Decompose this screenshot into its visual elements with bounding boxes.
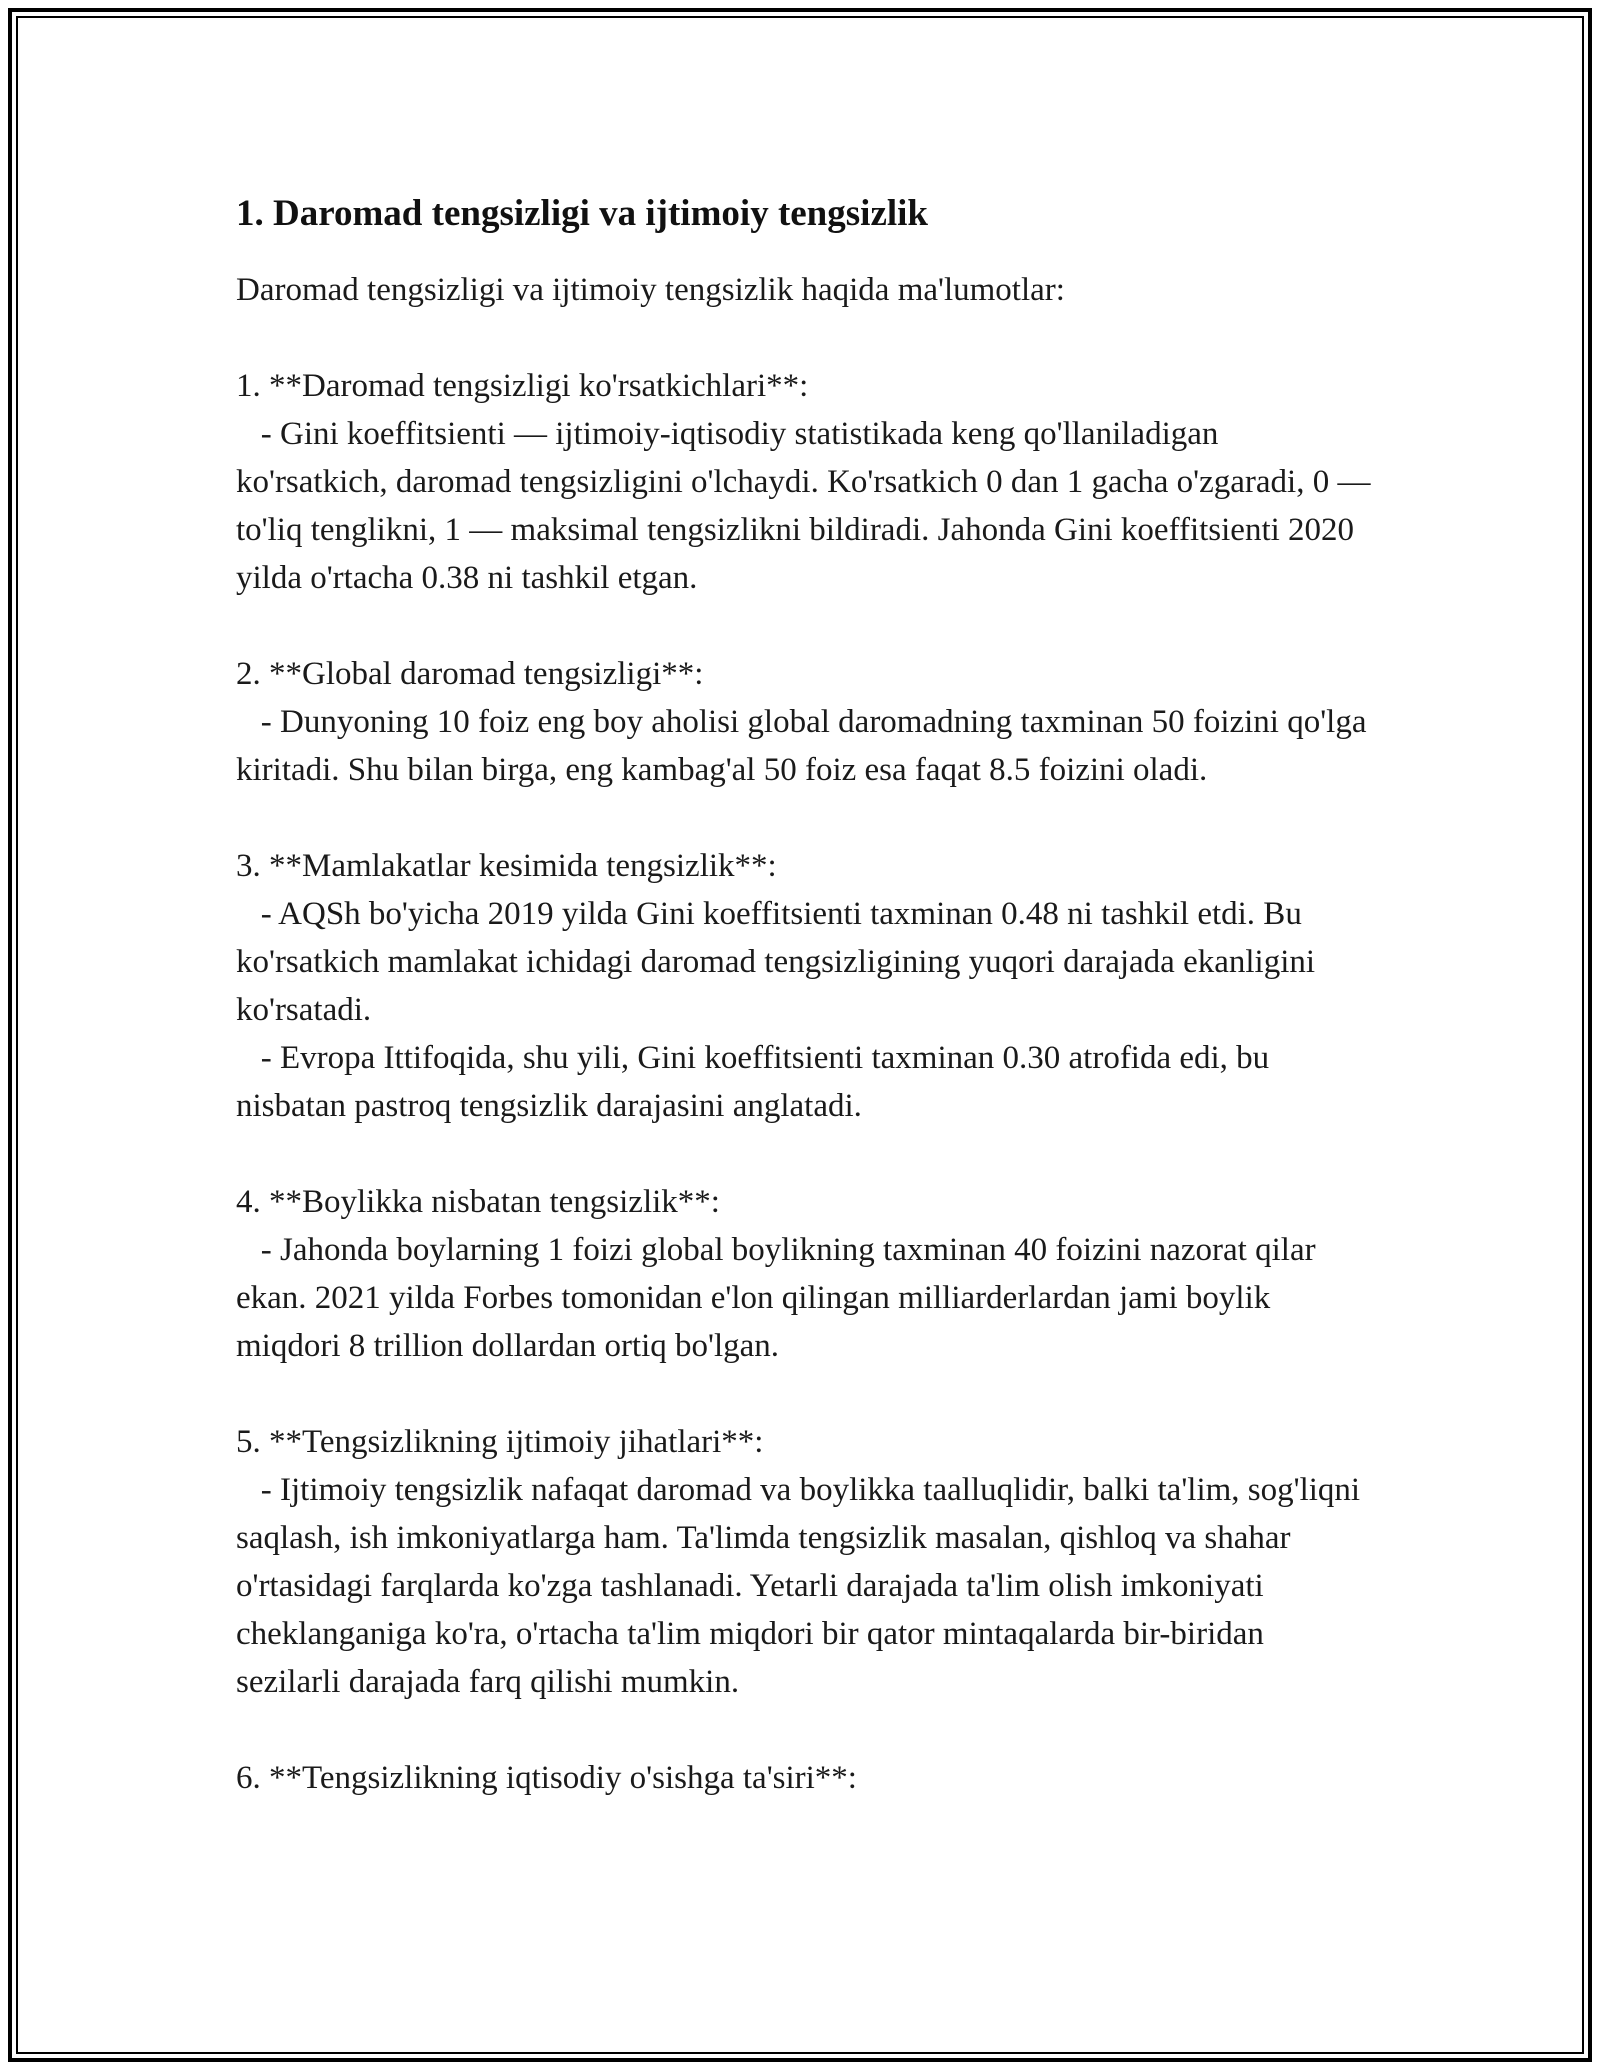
section-heading: 2. **Global daromad tengsizligi**: [236, 656, 704, 692]
section-paragraph: - Jahonda boylarning 1 foizi global boylikning taxminan 40 foizini nazorat qilar ekan. 2021 yilda Forbes tomonidan e'lon qilingan milliarderlardan jami boylik miqdori 8 trillion dollardan ortiq bo'lgan. [236, 1232, 1324, 1364]
section-heading: 1. **Daromad tengsizligi ko'rsatkichlari**: [236, 368, 809, 404]
section-heading: 6. **Tengsizlikning iqtisodiy o'sishga ta'siri**: [236, 1760, 857, 1796]
section-paragraph: - Evropa Ittifoqida, shu yili, Gini koeffitsienti taxminan 0.30 atrofida edi, bu nisbatan pastroq tengsizlik darajasini anglatadi. [236, 1040, 1278, 1124]
section-1 [236, 362, 1379, 602]
document-title: 1. Daromad tengsizligi va ijtimoiy tengsizlik [236, 193, 928, 234]
intro-paragraph: Daromad tengsizligi va ijtimoiy tengsizlik haqida ma'lumotlar: [236, 272, 1065, 308]
section-heading: 4. **Boylikka nisbatan tengsizlik**: [236, 1184, 720, 1220]
section-heading: 3. **Mamlakatlar kesimida tengsizlik**: [236, 848, 777, 884]
section-5 [236, 1418, 1376, 1706]
section-paragraph: - Dunyoning 10 foiz eng boy aholisi global daromadning taxminan 50 foizini qo'lga kiritadi. Shu bilan birga, eng kambag'al 50 foiz esa faqat 8.5 foizini oladi. [236, 704, 1375, 788]
section-heading: 5. **Tengsizlikning ijtimoiy jihatlari**: [236, 1424, 764, 1460]
section-6 [236, 1754, 1376, 1802]
section-4 [236, 1178, 1376, 1370]
section-2 [236, 650, 1376, 794]
section-3 [236, 842, 1376, 1130]
section-paragraph: - Ijtimoiy tengsizlik nafaqat daromad va boylikka taalluqlidir, balki ta'lim, sog'liqni saqlash, ish imkoniyatlarga ham. Ta'limda tengsizlik masalan, qishloq va shahar o'rtasidagi farqlarda ko'zga tashlanadi. Yetarli darajada ta'lim olish imkoniyati cheklanganiga ko'ra, o'rtacha ta'lim miqdori bir qator mintaqalarda bir-biridan sezilarli darajada farq qilishi mumkin. [236, 1472, 1369, 1700]
section-paragraph: - AQSh bo'yicha 2019 yilda Gini koeffitsienti taxminan 0.48 ni tashkil etdi. Bu ko'rsatkich mamlakat ichidagi daromad tengsizligining yuqori darajada ekanligini ko'rsatadi. [236, 896, 1324, 1028]
document-body [236, 184, 1379, 1850]
section-paragraph: - Gini koeffitsienti — ijtimoiy-iqtisodiy statistikada keng qo'llaniladigan ko'rsatkich, daromad tengsizligini o'lchaydi. Ko'rsatkich 0 dan 1 gacha o'zgaradi, 0 — to'liq tenglikni, 1 — maksimal tengsizlikni bildiradi. Jahonda Gini koeffitsienti 2020 yilda o'rtacha 0.38 ni tashkil etgan. [236, 416, 1379, 596]
